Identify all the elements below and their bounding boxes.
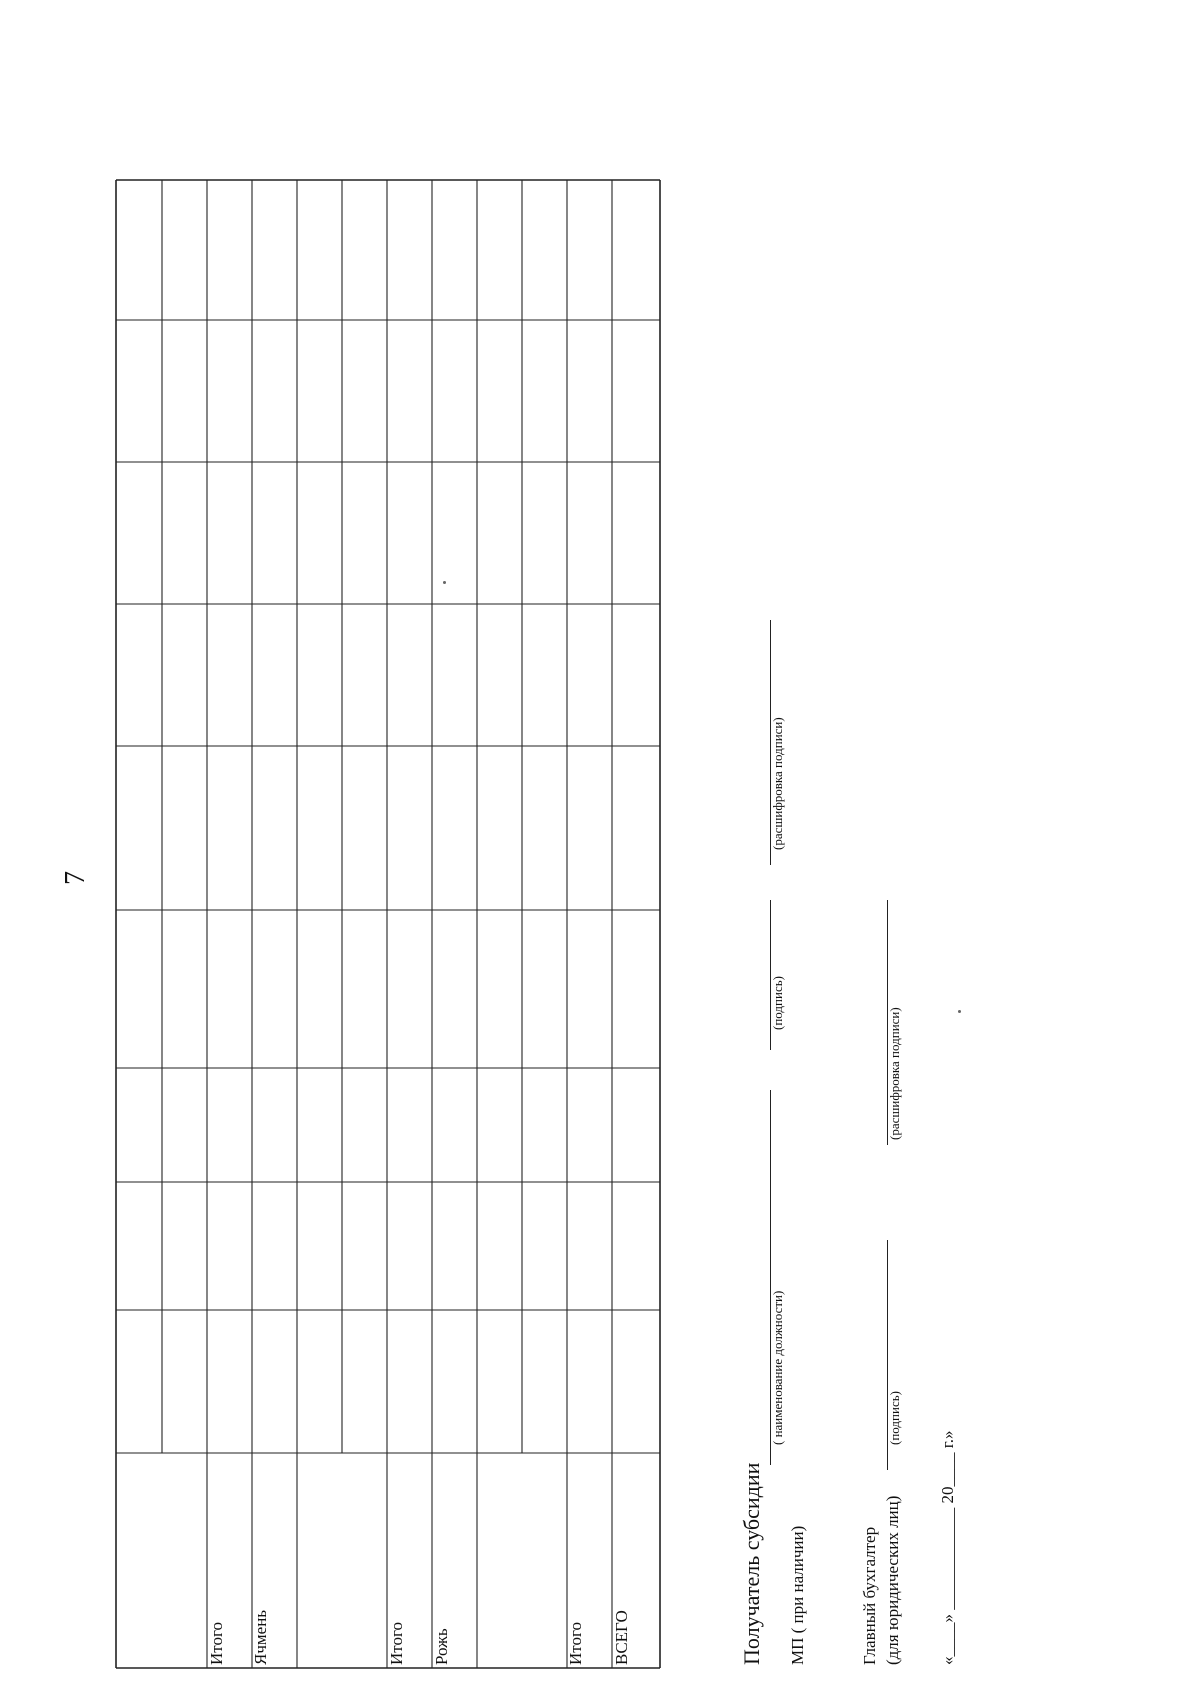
scan-speck bbox=[958, 1010, 961, 1013]
page-number-text: 7 bbox=[60, 871, 91, 885]
scan-speck bbox=[443, 581, 446, 584]
